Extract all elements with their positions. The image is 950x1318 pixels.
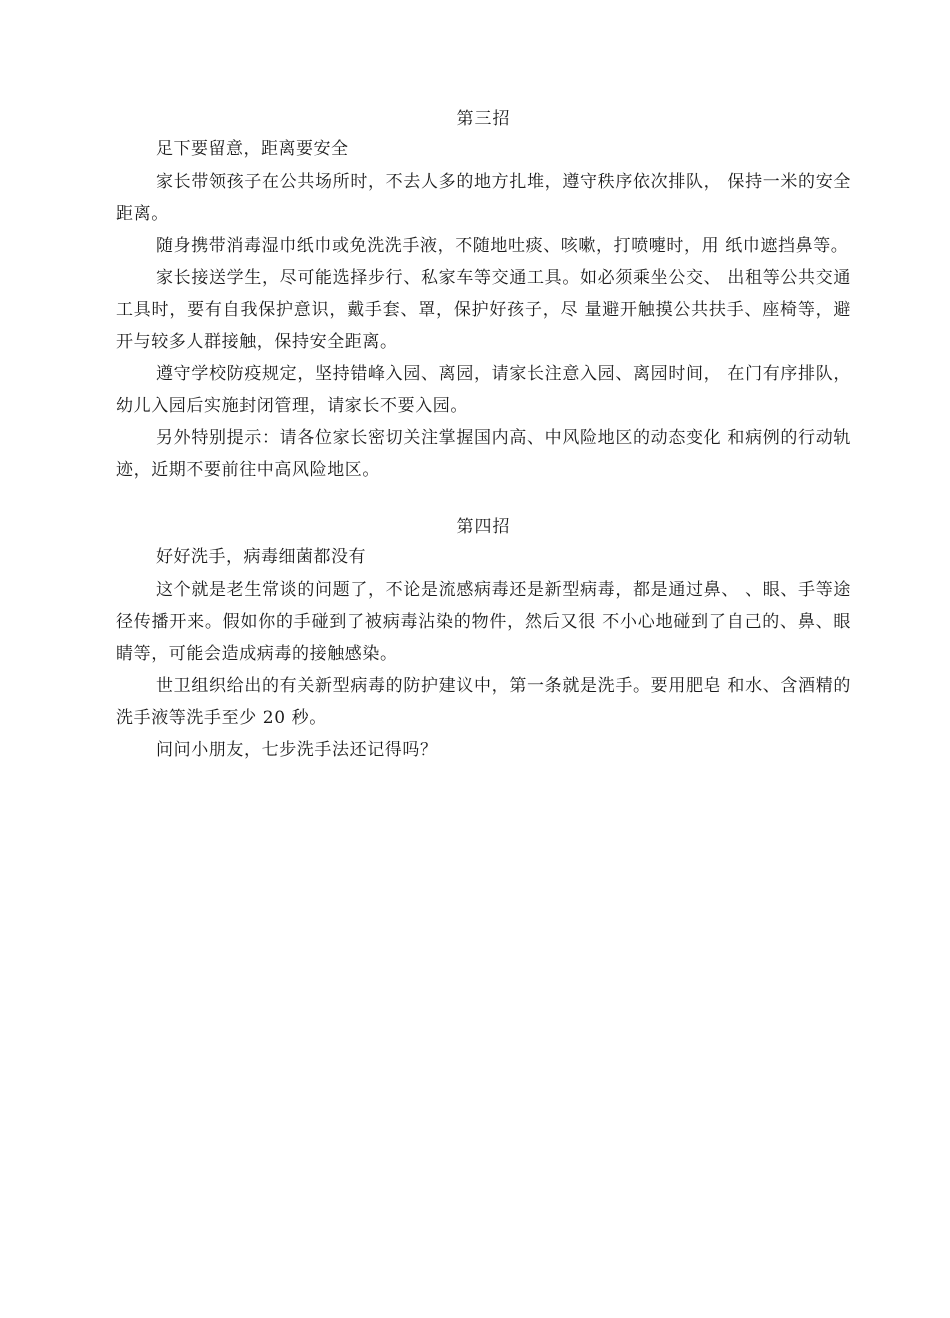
- section-subtitle: 足下要留意，距离要安全: [156, 139, 349, 159]
- paragraph: 另外特别提示：请各位家长密切关注掌握国内高、中风险地区的动态变化 和病例的行动轨迹，近期不要前往中高风险地区。: [116, 428, 851, 480]
- paragraph: 随身携带消毒湿巾纸巾或免洗洗手液，不随地吐痰、咳嗽，打喷嚏时，用 纸巾遮挡鼻等。: [156, 236, 849, 256]
- section-title: 第三招: [456, 109, 511, 129]
- paragraph: 遵守学校防疫规定，坚持错峰入园、离园，请家长注意入园、离园时间， 在门有序排队，幼儿入园后实施封闭管理，请家长不要入园。: [116, 364, 851, 416]
- paragraph: 世卫组织给出的有关新型病毒的防护建议中，第一条就是洗手。要用肥皂 和水、含酒精的洗手液等洗手至少 20 秒。: [116, 676, 851, 728]
- section-subtitle: 好好洗手，病毒细菌都没有: [156, 547, 366, 567]
- paragraph: 这个就是老生常谈的问题了，不论是流感病毒还是新型病毒，都是通过鼻、 、眼、手等途径传播开来。假如你的手碰到了被病毒沾染的物件，然后又很 不小心地碰到了自己的、鼻、眼睛等，可能会造成病毒的接触感染。: [116, 580, 851, 664]
- section-title: 第四招: [456, 517, 511, 537]
- section-fourth-tip: [116, 514, 851, 766]
- section-spacer: [116, 486, 851, 514]
- section-third-tip: [116, 106, 851, 486]
- paragraph: 家长接送学生，尽可能选择步行、私家车等交通工具。如必须乘坐公交、 出租等公共交通工具时，要有自我保护意识，戴手套、罩，保护好孩子，尽 量避开触摸公共扶手、座椅等，避开与较多人群接触，保持安全距离。: [116, 268, 851, 352]
- paragraph: 问问小朋友，七步洗手法还记得吗？: [156, 740, 438, 760]
- document-page: [116, 106, 851, 766]
- paragraph: 家长带领孩子在公共场所时，不去人多的地方扎堆，遵守秩序依次排队， 保持一米的安全距离。: [116, 172, 851, 224]
